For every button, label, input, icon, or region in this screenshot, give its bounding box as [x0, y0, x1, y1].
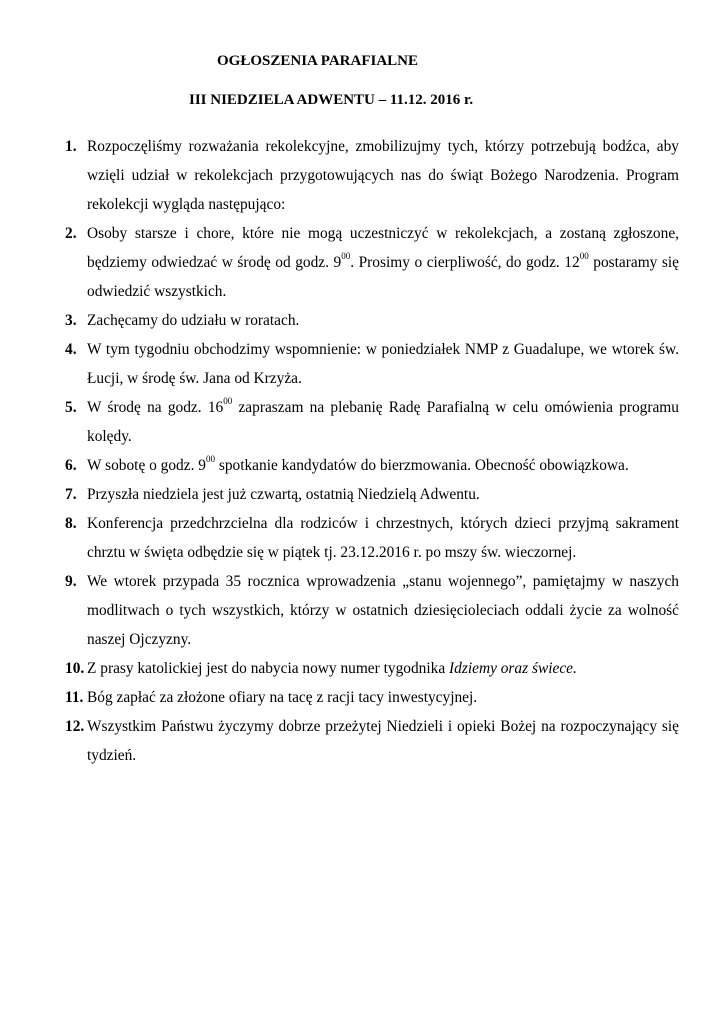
- list-item: [65, 683, 679, 712]
- item-number: 11.: [65, 689, 84, 706]
- item-number: 3.: [65, 312, 77, 329]
- list-item: [65, 509, 679, 567]
- item-text: Wszystkim Państwu życzymy dobrze przeżytej Niedzieli i opieki Bożej na rozpoczynający się tydzień.: [87, 718, 679, 764]
- item-text: Bóg zapłać za złożone ofiary na tacę z racji tacy inwestycyjnej.: [87, 689, 478, 706]
- item-text: W środę na godz. $16^{00}$ zapraszam na plebanię Radę Parafialną w celu omówienia programu kolędy.: [87, 395, 679, 445]
- list-item: [65, 480, 679, 509]
- announcement-list: [65, 132, 679, 770]
- item-text: W tym tygodniu obchodzimy wspomnienie: w poniedziałek NMP z Guadalupe, we wtorek św. Łucji, w środę św. Jana od Krzyża.: [87, 341, 679, 387]
- item-text: Rozpoczęliśmy rozważania rekolekcyjne, zmobilizujmy tych, którzy potrzebują bodźca, aby wzięli udział w rekolekcjach przygotowujących nas do świąt Bożego Narodzenia. Program rekolekcji wygląda następująco:: [87, 138, 679, 213]
- item-number: 1.: [65, 138, 77, 155]
- item-text: We wtorek przypada 35 rocznica wprowadzenia „stanu wojennego”, pamiętajmy w naszych modlitwach o tych wszystkich, którzy w ostatnich dziesięcioleciach oddali życie za wolność naszej Ojczyzny.: [87, 573, 679, 648]
- item-text: Zachęcamy do udziału w roratach.: [87, 312, 300, 329]
- list-item: [65, 335, 679, 393]
- item-number: 5.: [65, 399, 77, 416]
- item-number: 2.: [65, 225, 77, 242]
- page-subtitle: III NIEDZIELA ADWENTU – 11.12. 2016 r.: [189, 92, 474, 108]
- list-item: [65, 393, 679, 451]
- list-item: [65, 132, 679, 219]
- list-item: [65, 219, 679, 306]
- item-number: 6.: [65, 457, 77, 474]
- list-item: [65, 712, 679, 770]
- item-number: 10.: [65, 660, 85, 677]
- page-title: OGŁOSZENIA PARAFIALNE: [217, 53, 419, 69]
- item-text: Konferencja przedchrzcielna dla rodziców i chrzestnych, których dzieci przyjmą sakrament chrztu w święta odbędzie się w piątek tj. 23.12.2016 r. po mszy św. wieczornej.: [87, 515, 679, 561]
- item-number: 7.: [65, 486, 77, 503]
- item-text: Z prasy katolickiej jest do nabycia nowy numer tygodnika Idziemy oraz świece.: [87, 660, 577, 677]
- item-number: 8.: [65, 515, 77, 532]
- list-item: [65, 451, 679, 480]
- list-item: [65, 306, 679, 335]
- superscript: 00: [579, 250, 589, 261]
- item-number: 4.: [65, 341, 77, 358]
- item-text: Osoby starsze i chore, które nie mogą uczestniczyć w rekolekcjach, a zostaną zgłoszone, będziemy odwiedzać w środę od godz. $9^{00}$. Prosimy o cierpliwość, do godz. $12^{00}$ postaramy się odwiedzić wszystkich.: [87, 225, 680, 300]
- list-item: [65, 654, 679, 683]
- superscript: 00: [341, 250, 351, 261]
- italic-title: Idziemy oraz świece.: [449, 660, 577, 677]
- item-number: 9.: [65, 573, 77, 590]
- item-text: W sobotę o godz. $9^{00}$ spotkanie kandydatów do bierzmowania. Obecność obowiązkowa.: [87, 453, 629, 474]
- superscript: 00: [223, 395, 233, 406]
- item-text: Przyszła niedziela jest już czwartą, ostatnią Niedzielą Adwentu.: [87, 486, 480, 503]
- list-item: [65, 567, 679, 654]
- item-number: 12.: [65, 718, 85, 735]
- superscript: 00: [205, 453, 215, 464]
